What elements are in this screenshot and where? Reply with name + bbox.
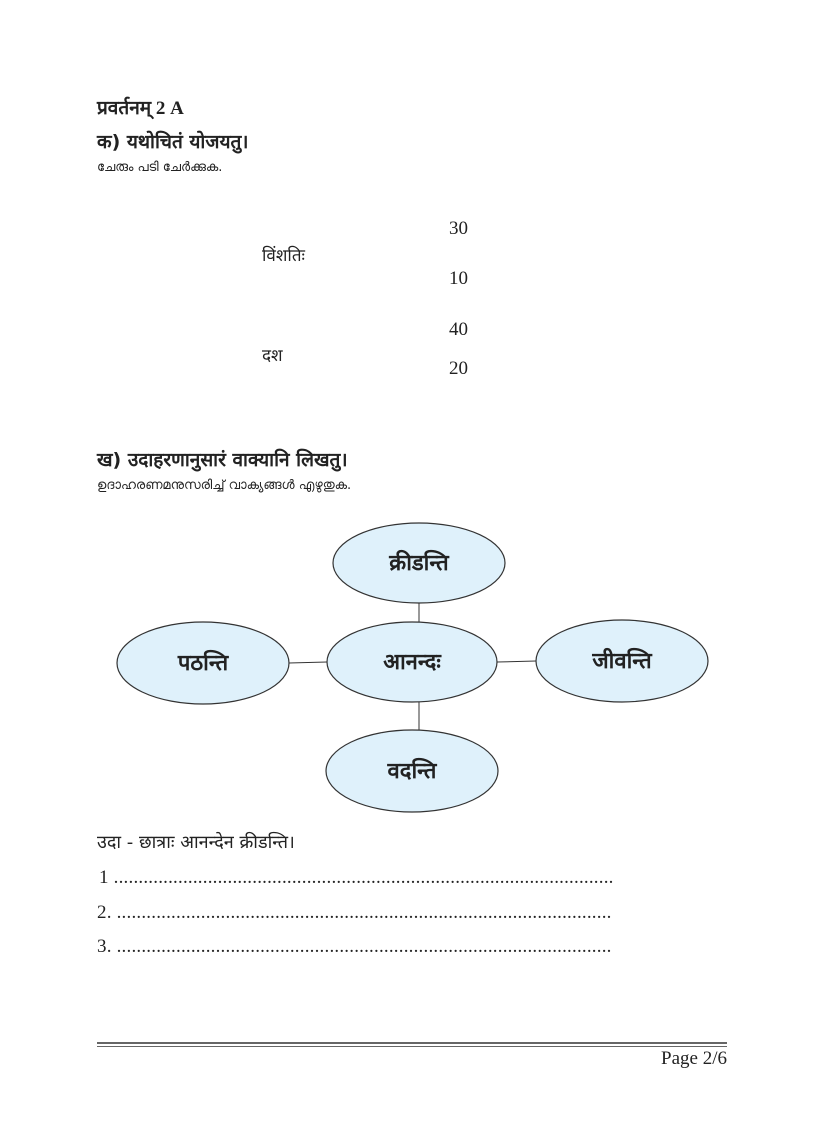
example-sentence: उदा - छात्राः आनन्देन क्रीडन्ति। (97, 832, 295, 853)
footer-rule-top (97, 1042, 727, 1044)
section-a-instruction: ചേരും പടി ചേർക്കുക. (97, 160, 223, 175)
left-word-2: दश (262, 346, 283, 366)
connector-left (289, 662, 327, 663)
node-right-label: जीवन्ति (592, 649, 652, 674)
page-number: Page 2/6 (661, 1048, 727, 1069)
connector-right (497, 661, 536, 662)
right-number-2: 10 (449, 268, 468, 289)
right-number-1: 30 (449, 218, 468, 239)
node-left-label: पठन्ति (177, 651, 229, 676)
right-number-3: 40 (449, 319, 468, 340)
section-a-heading: क) यथोचितं योजयतु। (97, 131, 249, 153)
answer-line-1[interactable]: 1 ..................................................................................................... (99, 867, 614, 888)
left-word-1: विंशतिः (262, 246, 305, 266)
node-bottom-label: वदन्ति (387, 759, 437, 784)
answer-line-3[interactable]: 3. .................................................................................................... (97, 936, 612, 957)
right-number-4: 20 (449, 358, 468, 379)
footer-rule-bottom (97, 1046, 727, 1047)
node-center-label: आनन्दः (383, 650, 441, 675)
exercise-title: प्रवर्तनम् 2 A (97, 98, 184, 119)
answer-line-2[interactable]: 2. .................................................................................................... (97, 902, 612, 923)
section-b-heading: ख) उदाहरणानुसारं वाक्यानि लिखतु। (97, 449, 348, 471)
node-top-label: क्रीडन्ति (389, 551, 449, 576)
section-b-instruction: ഉദാഹരണമനുസരിച്ച് വാക്യങ്ങൾ എഴുതുക. (97, 478, 352, 493)
